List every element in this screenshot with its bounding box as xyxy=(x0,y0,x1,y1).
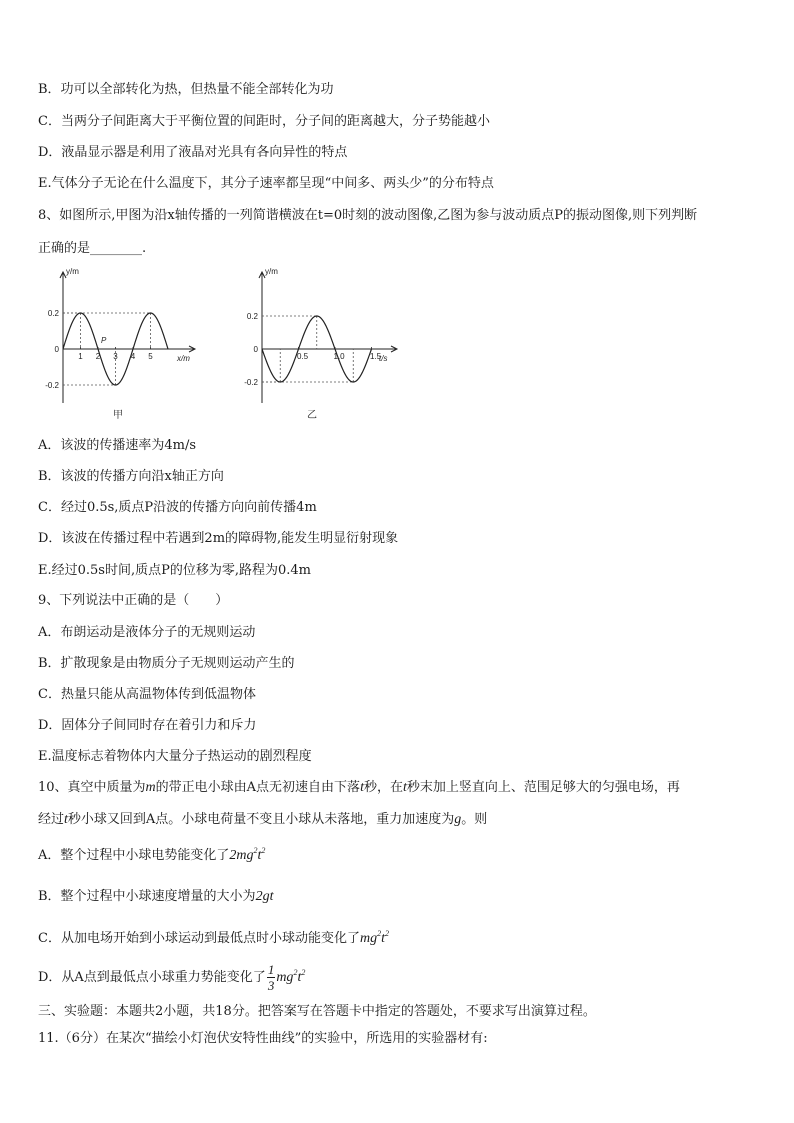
x-tick-label: 1.5 xyxy=(369,352,382,361)
y-tick-label: 0.2 xyxy=(47,309,59,318)
graph-caption: 乙 xyxy=(307,410,317,421)
q10-var-t: t xyxy=(360,780,364,795)
q8-option-d: D．该波在传播过程中若遇到2m的障碍物,能发生明显衍射现象 xyxy=(38,531,399,546)
q9-option-e: E.温度标志着物体内大量分子热运动的剧烈程度 xyxy=(38,749,312,764)
formula-part: mg xyxy=(359,931,378,946)
q10-option-b-formula: 2gt xyxy=(255,889,274,904)
q7-option-e: E.气体分子无论在什么温度下，其分子速率都呈现“中间多、两头少”的分布特点 xyxy=(38,176,494,191)
x-tick-label: 1.0 xyxy=(333,352,345,361)
q7-option-d: D．液晶显示器是利用了液晶对光具有各向异性的特点 xyxy=(38,145,348,160)
q10-option-b xyxy=(38,888,273,906)
q10-text: 的带正电小球由A点无初速自由下落 xyxy=(155,780,361,795)
exponent: 2 xyxy=(384,929,389,938)
q11-stem: 11.（6分）在某次“描绘小灯泡伏安特性曲线”的实验中，所选用的实验器材有: xyxy=(38,1031,488,1046)
q10-text: 经过 xyxy=(38,812,65,827)
exponent: 2 xyxy=(377,929,382,938)
q10-stem-line2 xyxy=(38,811,487,829)
formula-part: 2mg xyxy=(229,848,254,863)
wave-graph-jia xyxy=(30,268,200,423)
q10-option-d-formula xyxy=(276,970,305,985)
x-tick-label: 0.5 xyxy=(296,352,309,361)
q9-option-d: D．固体分子间同时存在着引力和斥力 xyxy=(38,718,257,733)
y-tick-label: -0.2 xyxy=(244,378,258,387)
vibration-graph-yi xyxy=(232,268,407,423)
formula-part: t xyxy=(381,931,385,946)
q10-option-c xyxy=(38,930,389,948)
x-tick-label: 1 xyxy=(78,352,83,361)
q10-var-g: g xyxy=(454,812,462,827)
q8-stem-text: 正确的是 xyxy=(38,241,91,256)
x-tick-label: 5 xyxy=(148,352,153,361)
q8-option-e: E.经过0.5s时间,质点P的位移为零,路程为0.4m xyxy=(38,563,311,578)
graph-caption: 甲 xyxy=(113,410,123,421)
q8-option-a: A．该波的传播速率为4m/s xyxy=(38,438,197,453)
q10-option-a-text: A．整个过程中小球电势能变化了 xyxy=(38,848,230,863)
vibration-graph-yi-layer xyxy=(244,268,397,421)
y-axis-label: y/m xyxy=(265,268,278,276)
exponent: 2 xyxy=(261,846,266,855)
q10-option-a-formula xyxy=(229,848,265,863)
q10-option-c-formula xyxy=(360,931,389,946)
q10-text: 秒小球又回到A点。小球电荷量不变且小球从未落地，重力加速度为 xyxy=(67,812,455,827)
exponent: 2 xyxy=(293,968,298,977)
y-tick-label: 0 xyxy=(253,345,258,354)
q10-var-t: t xyxy=(402,780,407,795)
y-tick-label: 0.2 xyxy=(246,312,258,321)
q10-option-c-text: C．从加电场开始到小球运动到最低点时小球动能变化了 xyxy=(38,931,360,946)
q10-var-t: t xyxy=(64,812,68,827)
formula-part: t xyxy=(297,970,302,985)
q7-option-c: C．当两分子间距离大于平衡位置的间距时，分子间的距离越大，分子势能越小 xyxy=(38,114,490,129)
q9-stem: 9、下列说法中正确的是（ ） xyxy=(38,593,229,608)
q10-option-b-text: B．整个过程中小球速度增量的大小为 xyxy=(38,889,256,904)
q10-text: 10、真空中质量为 xyxy=(38,780,146,795)
q8-option-c: C．经过0.5s,质点P沿波的传播方向向前传播4m xyxy=(38,500,317,515)
q7-option-b: B．功可以全部转化为热，但热量不能全部转化为功 xyxy=(38,82,334,97)
q10-var-m: m xyxy=(145,780,156,795)
y-tick-label: -0.2 xyxy=(45,381,59,390)
q10-stem-line1 xyxy=(38,779,680,797)
section-3-heading: 三、实验题：本题共2小题，共18分。把答案写在答题卡中指定的答题处，不要求写出演算过程。 xyxy=(38,1004,596,1019)
q9-option-a: A．布朗运动是液体分子的无规则运动 xyxy=(38,625,256,640)
q8-option-b: B．该波的传播方向沿x轴正方向 xyxy=(38,469,224,484)
x-axis-label: t/s xyxy=(379,354,388,363)
formula-part: t xyxy=(257,848,262,863)
fraction-numerator: 1 xyxy=(267,962,275,977)
x-tick-label: 2 xyxy=(95,352,101,361)
q9-option-b: B．扩散现象是由物质分子无规则运动产生的 xyxy=(38,656,295,671)
point-p-label: P xyxy=(101,336,107,345)
fraction xyxy=(267,962,276,993)
q8-answer-blank: ________. xyxy=(90,241,147,256)
y-axis-label: y/m xyxy=(66,268,79,276)
q10-option-d-text: D．从A点到最低点小球重力势能变化了 xyxy=(38,970,266,985)
q10-text: 秒，在 xyxy=(363,780,403,795)
q10-option-a xyxy=(38,847,265,865)
exponent: 2 xyxy=(253,846,258,855)
q10-text: 。则 xyxy=(461,812,488,827)
x-tick-label: 4 xyxy=(130,352,136,361)
x-tick-label: 3 xyxy=(113,352,118,361)
q8-stem-line2 xyxy=(38,240,146,258)
exponent: 2 xyxy=(301,968,306,977)
q8-stem-line1: 8、如图所示,甲图为沿x轴传播的一列简谐横波在t=0时刻的波动图像,乙图为参与波动质点P的振动图像,则下列判断 xyxy=(38,208,698,223)
wave-graph-jia-layer xyxy=(45,268,195,421)
q10-option-d xyxy=(38,962,305,994)
q10-text: 秒末加上竖直向上、范围足够大的匀强电场，再 xyxy=(406,780,680,795)
y-tick-label: 0 xyxy=(54,345,59,354)
fraction-denominator: 3 xyxy=(267,978,275,993)
q9-option-c: C．热量只能从高温物体传到低温物体 xyxy=(38,687,256,702)
x-axis-label: x/m xyxy=(177,354,190,363)
formula-part: mg xyxy=(276,970,294,985)
